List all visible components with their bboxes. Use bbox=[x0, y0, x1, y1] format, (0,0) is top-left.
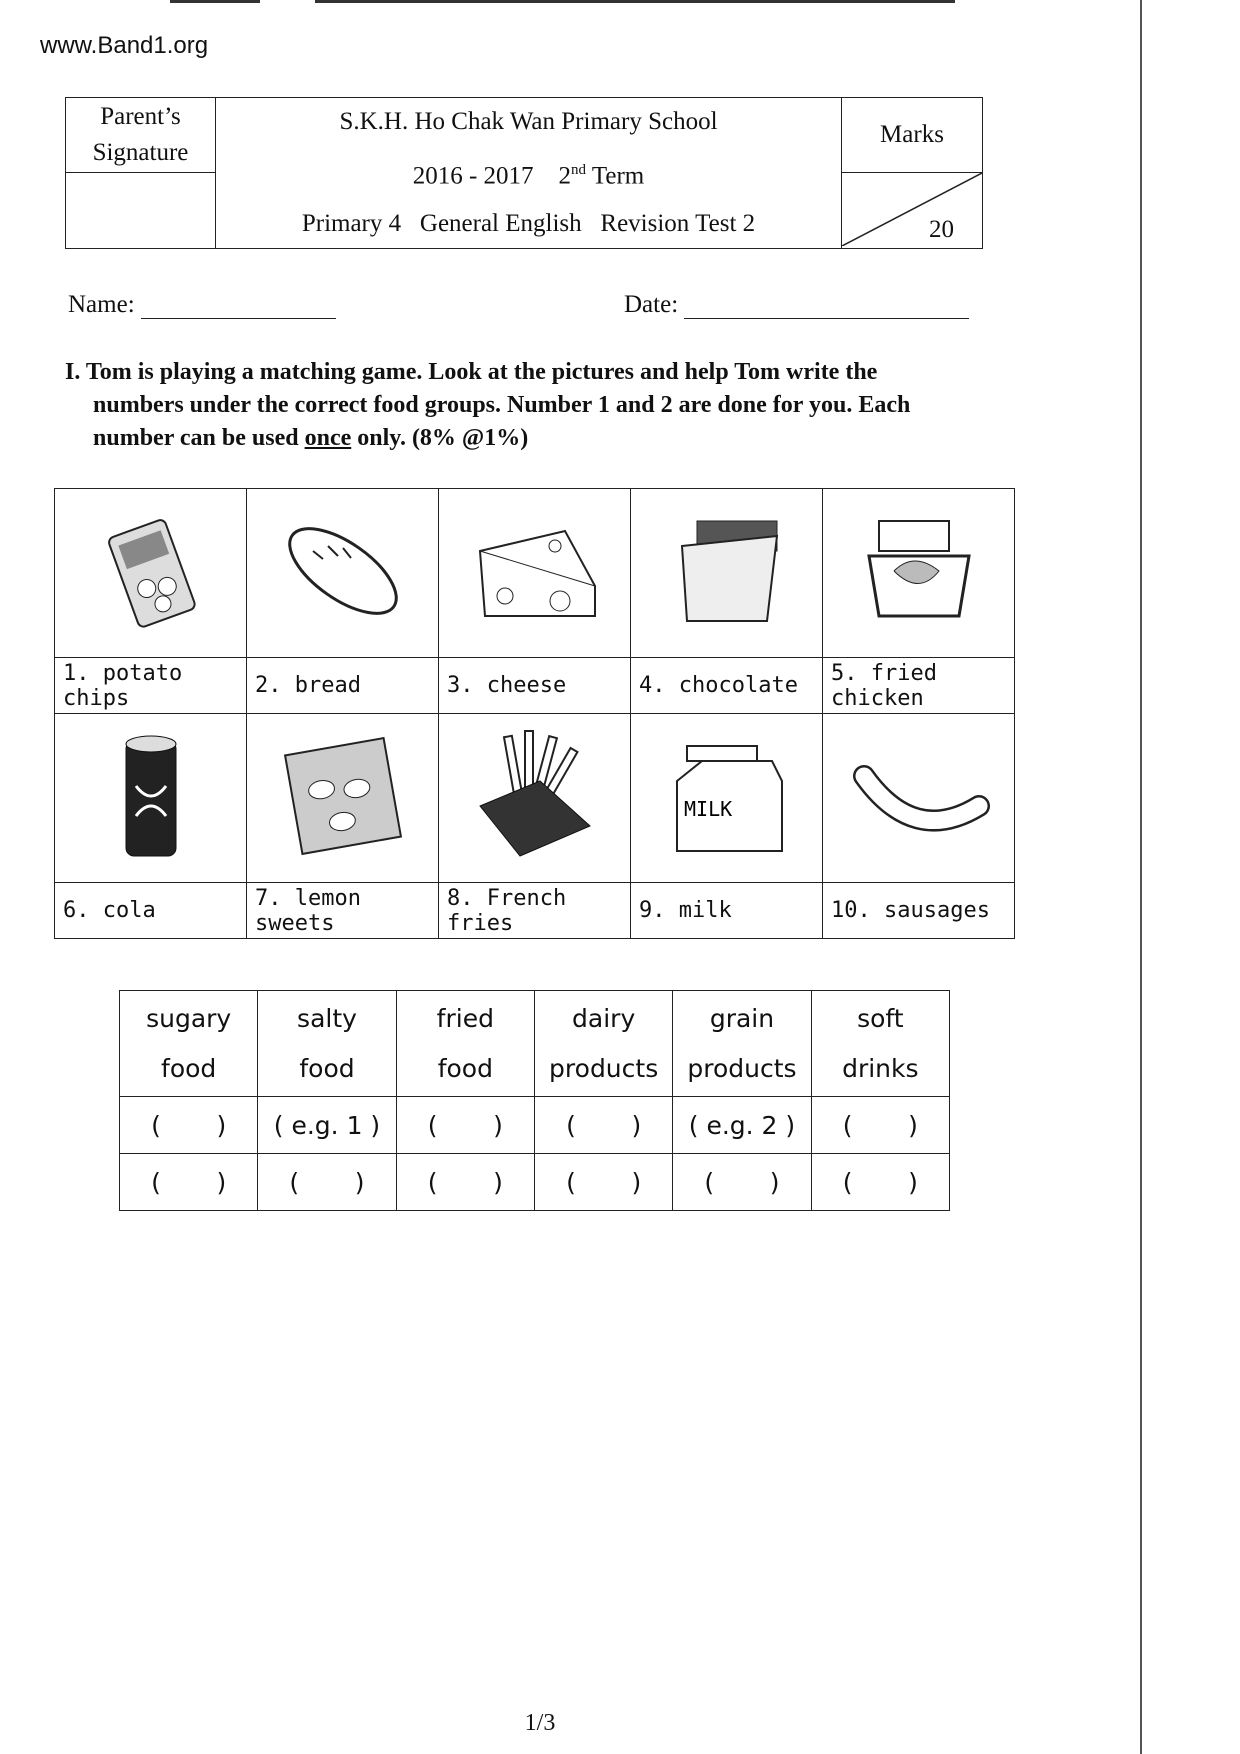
category-header bbox=[811, 991, 949, 1097]
bread-picture bbox=[247, 489, 439, 658]
sausages-icon bbox=[844, 741, 994, 851]
category-header bbox=[258, 991, 396, 1097]
sausages-picture bbox=[823, 714, 1015, 883]
school-info bbox=[216, 98, 842, 249]
term-number: 2 bbox=[558, 162, 572, 190]
category-header bbox=[396, 991, 534, 1097]
chocolate-picture bbox=[631, 489, 823, 658]
subject: General English bbox=[419, 210, 582, 238]
school-name: S.K.H. Ho Chak Wan Primary School bbox=[339, 108, 718, 135]
food-label: 3. cheese bbox=[439, 658, 631, 714]
milk-carton-text: MILK bbox=[683, 796, 732, 821]
date-label: Date: bbox=[624, 291, 679, 318]
scan-edge bbox=[170, 0, 260, 3]
marks-total: 20 bbox=[929, 216, 954, 244]
site-watermark: www.Band1.org bbox=[40, 32, 209, 59]
food-label: 7. lemon sweets bbox=[247, 883, 439, 939]
year: 2016 - 2017 bbox=[412, 162, 534, 190]
bread-icon bbox=[273, 516, 413, 626]
scan-edge bbox=[315, 0, 955, 3]
food-label: 6. cola bbox=[55, 883, 247, 939]
food-label: 2. bread bbox=[247, 658, 439, 714]
name-field bbox=[68, 288, 336, 319]
scan-edge bbox=[1140, 0, 1142, 1754]
food-picture-table bbox=[54, 488, 1015, 939]
signature-box[interactable] bbox=[66, 173, 216, 249]
category-line: products bbox=[687, 1053, 797, 1083]
food-label: 1. potato chips bbox=[55, 658, 247, 714]
category-line: food bbox=[299, 1053, 355, 1083]
category-line: fried bbox=[436, 1003, 494, 1033]
question-number: I. bbox=[65, 359, 81, 385]
instruction-text: only. (8% @1%) bbox=[351, 425, 529, 451]
term-suffix: nd bbox=[571, 162, 587, 178]
answer-cell[interactable]: ( ) bbox=[534, 1097, 672, 1154]
category-line: food bbox=[161, 1053, 217, 1083]
page-number: 1/3 bbox=[524, 1710, 556, 1736]
cola-icon bbox=[111, 726, 191, 866]
answer-cell[interactable]: ( ) bbox=[396, 1097, 534, 1154]
instruction-emphasis: once bbox=[304, 425, 352, 451]
potato-chips-picture bbox=[55, 489, 247, 658]
instruction-line: numbers under the correct food groups. Number 1 and 2 are done for you. Each bbox=[93, 392, 911, 418]
category-line: soft bbox=[857, 1003, 904, 1033]
food-label: 5. fried chicken bbox=[823, 658, 1015, 714]
answer-cell: ( e.g. 1 ) bbox=[258, 1097, 396, 1154]
category-header bbox=[534, 991, 672, 1097]
grade: Primary 4 bbox=[301, 210, 402, 238]
chocolate-icon bbox=[657, 511, 797, 631]
french-fries-picture bbox=[439, 714, 631, 883]
answer-cell[interactable]: ( ) bbox=[811, 1097, 949, 1154]
food-label: 4. chocolate bbox=[631, 658, 823, 714]
marks-box[interactable] bbox=[842, 173, 983, 249]
signature-label: Signature bbox=[92, 139, 189, 167]
parent-label: Parent’s bbox=[100, 103, 181, 131]
category-line: salty bbox=[297, 1003, 357, 1033]
lemon-sweets-icon bbox=[273, 731, 413, 861]
answer-cell[interactable]: ( ) bbox=[673, 1154, 811, 1211]
term: Term bbox=[591, 162, 645, 190]
cola-picture bbox=[55, 714, 247, 883]
food-label: 8. French fries bbox=[439, 883, 631, 939]
food-group-answer-table bbox=[119, 990, 950, 1211]
question-instructions bbox=[65, 356, 1025, 455]
category-line: sugary bbox=[146, 1003, 232, 1033]
term-line bbox=[216, 146, 841, 200]
category-line: dairy bbox=[572, 1003, 636, 1033]
category-line: products bbox=[549, 1053, 659, 1083]
answer-cell[interactable]: ( ) bbox=[396, 1154, 534, 1211]
answer-cell[interactable]: ( ) bbox=[120, 1154, 258, 1211]
answer-cell[interactable]: ( ) bbox=[258, 1154, 396, 1211]
category-line: food bbox=[437, 1053, 493, 1083]
french-fries-icon bbox=[460, 726, 610, 866]
fried-chicken-picture bbox=[823, 489, 1015, 658]
category-line: grain bbox=[709, 1003, 775, 1033]
category-line: drinks bbox=[842, 1053, 919, 1083]
potato-chips-icon bbox=[96, 511, 206, 631]
header-table bbox=[65, 97, 983, 249]
answer-cell[interactable]: ( ) bbox=[811, 1154, 949, 1211]
food-label: 10. sausages bbox=[823, 883, 1015, 939]
answer-cell: ( e.g. 2 ) bbox=[673, 1097, 811, 1154]
lemon-sweets-picture bbox=[247, 714, 439, 883]
marks-label: Marks bbox=[842, 98, 983, 173]
date-field bbox=[624, 288, 969, 319]
category-header bbox=[673, 991, 811, 1097]
parent-signature-label bbox=[66, 98, 216, 173]
cheese-picture bbox=[439, 489, 631, 658]
answer-cell[interactable]: ( ) bbox=[534, 1154, 672, 1211]
test-line bbox=[216, 200, 841, 248]
test-name: Revision Test 2 bbox=[600, 210, 756, 238]
marks-diagonal bbox=[842, 173, 982, 246]
cheese-icon bbox=[465, 516, 605, 626]
fried-chicken-icon bbox=[849, 511, 989, 631]
date-input-line[interactable] bbox=[684, 288, 969, 319]
milk-icon bbox=[662, 731, 792, 861]
category-header bbox=[120, 991, 258, 1097]
food-label: 9. milk bbox=[631, 883, 823, 939]
milk-picture bbox=[631, 714, 823, 883]
name-input-line[interactable] bbox=[141, 288, 336, 319]
instruction-line: Tom is playing a matching game. Look at the pictures and help Tom write the bbox=[85, 359, 878, 385]
instruction-line bbox=[65, 422, 1025, 455]
instruction-text: number can be used bbox=[93, 425, 305, 451]
name-label: Name: bbox=[68, 291, 135, 318]
answer-cell[interactable]: ( ) bbox=[120, 1097, 258, 1154]
